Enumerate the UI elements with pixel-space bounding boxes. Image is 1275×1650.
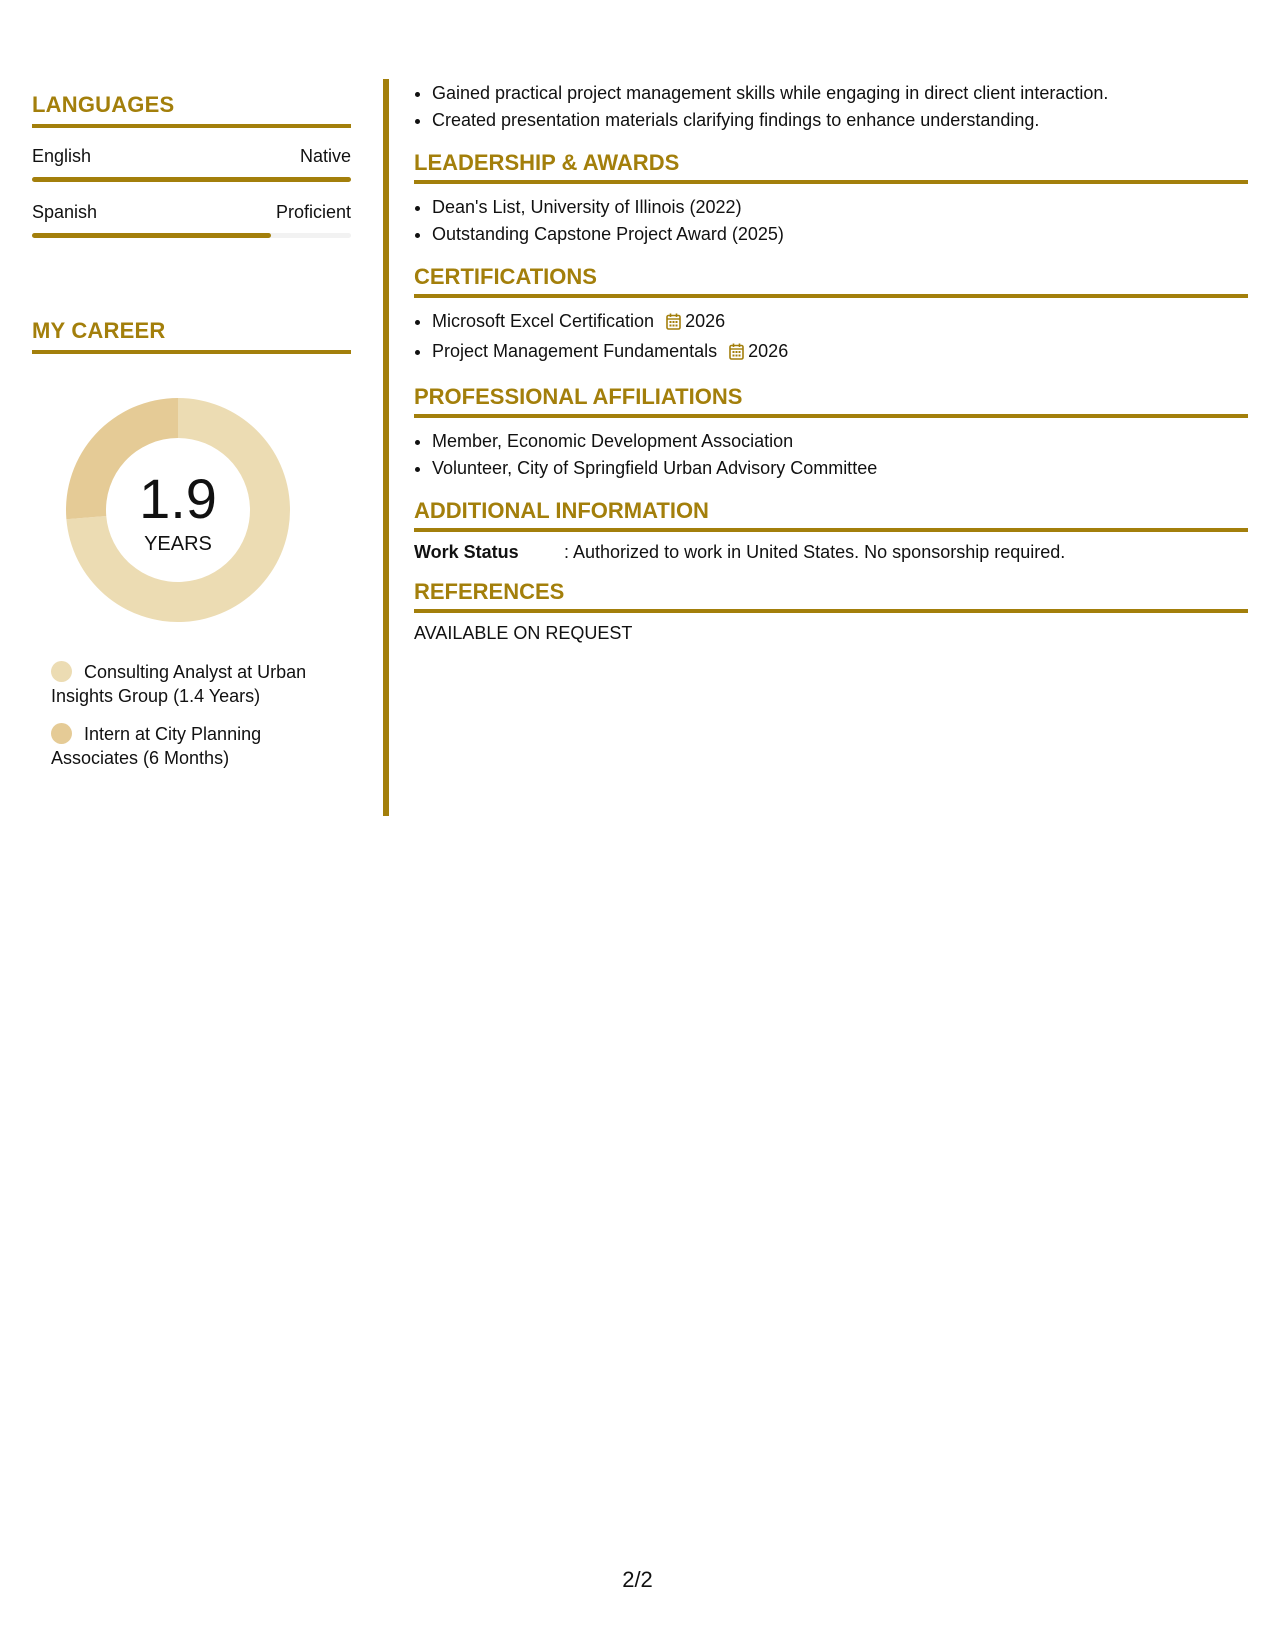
language-bar-track — [32, 233, 351, 238]
donut-center — [66, 398, 290, 622]
left-column — [32, 92, 351, 784]
list-item: • Gained practical project management skills while engaging in direct client interaction. — [432, 80, 1248, 107]
language-name: Spanish — [32, 202, 98, 222]
references-title: REFERENCES — [414, 579, 1248, 613]
list-item: • Dean's List, University of Illinois (2022) — [432, 194, 1248, 221]
list-item — [432, 308, 1248, 338]
list-item: • Member, Economic Development Association — [432, 428, 1248, 455]
work-status-label: Work Status — [414, 542, 519, 562]
career-total-value: 1.9 — [139, 466, 217, 530]
legend-dot — [51, 723, 72, 744]
list-item: • Volunteer, City of Springfield Urban Advisory Committee — [432, 455, 1248, 482]
affiliations-list — [414, 428, 1248, 482]
leadership-title: LEADERSHIP & AWARDS — [414, 150, 1248, 184]
work-status-row — [414, 542, 1248, 563]
certifications-list — [414, 308, 1248, 368]
language-bar-fill — [32, 233, 271, 238]
page-number: 2/2 — [622, 1567, 653, 1592]
calendar-icon — [729, 341, 744, 368]
list-item: • Created presentation materials clarifying findings to enhance understanding. — [432, 107, 1248, 134]
leadership-section — [414, 150, 1248, 248]
certifications-title: CERTIFICATIONS — [414, 264, 1248, 298]
list-item: • Outstanding Capstone Project Award (2025) — [432, 221, 1248, 248]
legend-item — [51, 722, 351, 770]
legend-dot — [51, 661, 72, 682]
career-title: MY CAREER — [32, 318, 351, 354]
experience-bullets — [414, 80, 1248, 134]
certifications-section — [414, 264, 1248, 368]
work-status-value: : Authorized to work in United States. No sponsorship required. — [564, 542, 1066, 562]
certification-year: 2026 — [685, 311, 726, 331]
references-section — [414, 579, 1248, 644]
language-level: Native — [299, 146, 351, 166]
language-item — [32, 146, 351, 182]
additional-title: ADDITIONAL INFORMATION — [414, 498, 1248, 532]
leadership-list — [414, 194, 1248, 248]
legend-item — [51, 660, 351, 708]
language-level: Proficient — [275, 202, 351, 222]
affiliations-section — [414, 384, 1248, 482]
affiliations-title: PROFESSIONAL AFFILIATIONS — [414, 384, 1248, 418]
calendar-icon — [666, 311, 681, 338]
languages-title: LANGUAGES — [32, 92, 351, 128]
legend-label: Intern at City Planning Associates (6 Months) — [51, 724, 262, 768]
references-text: AVAILABLE ON REQUEST — [414, 623, 633, 643]
language-item — [32, 202, 351, 238]
additional-section — [414, 498, 1248, 563]
certification-year: 2026 — [748, 341, 789, 361]
career-donut-chart — [66, 398, 290, 622]
language-name: English — [32, 146, 92, 166]
language-bar-track — [32, 177, 351, 182]
certification-name: Project Management Fundamentals — [432, 341, 718, 361]
career-section — [32, 318, 351, 770]
career-legend — [51, 660, 351, 770]
language-bar-fill — [32, 177, 351, 182]
column-divider — [383, 79, 389, 816]
list-item — [432, 338, 1248, 368]
career-total-unit: YEARS — [144, 532, 212, 555]
certification-name: Microsoft Excel Certification — [432, 311, 655, 331]
legend-label: Consulting Analyst at Urban Insights Group (1.4 Years) — [51, 662, 307, 706]
right-column — [414, 80, 1248, 644]
